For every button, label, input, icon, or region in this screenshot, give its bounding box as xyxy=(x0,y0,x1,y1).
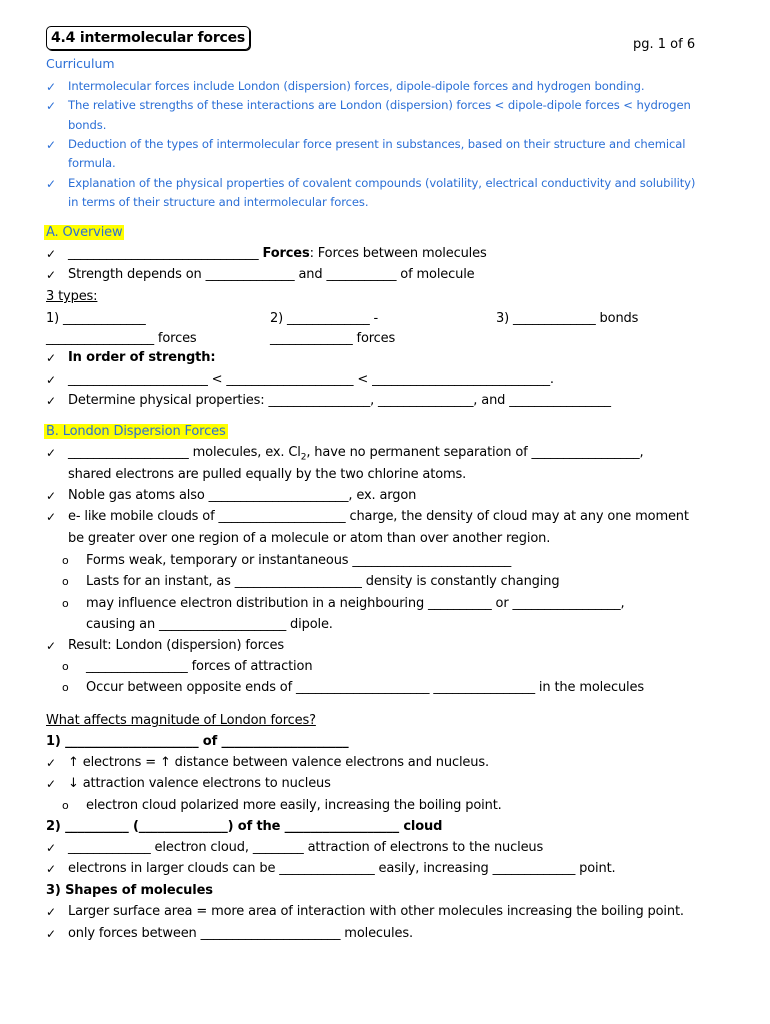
factor-1-c: electron cloud polarized more easily, increasing the boiling point. xyxy=(86,798,502,813)
check-icon: ✓ xyxy=(46,268,57,282)
order-line: ______________________ < ____________________ < ____________________________. xyxy=(68,372,554,387)
curriculum-line: Deduction of the types of intermolecular force present in substances, based on their structure and chemical xyxy=(68,137,686,151)
check-icon: ✓ xyxy=(46,99,57,113)
check-icon: ✓ xyxy=(46,138,57,152)
check-icon: ✓ xyxy=(46,862,57,876)
factor-1-a: ↑ electrons = ↑ distance between valence electrons and nucleus. xyxy=(68,755,489,770)
factor-3-a: Larger surface area = more area of interaction with other molecules increasing the boiling point. xyxy=(68,904,684,919)
factor-2-b: electrons in larger clouds can be _______________ easily, increasing _____________ point. xyxy=(68,861,616,876)
section-a-heading: A. Overview xyxy=(46,225,123,240)
section-b-heading: B. London Dispersion Forces xyxy=(46,424,226,439)
type-3: 3) _____________ bonds xyxy=(496,311,639,326)
check-icon: ✓ xyxy=(46,841,57,855)
bullet-circle-icon: o xyxy=(62,554,69,567)
curriculum-line: Intermolecular forces include London (dispersion) forces, dipole-dipole forces and hydrogen bonding. xyxy=(68,79,645,93)
curriculum-heading: Curriculum xyxy=(46,56,115,71)
check-icon: ✓ xyxy=(46,394,57,408)
type-2-forces: _____________ forces xyxy=(270,331,396,346)
electron-cloud-line-2: be greater over one region of a molecule or atom than over another region. xyxy=(68,531,551,546)
curriculum-line: Explanation of the physical properties of covalent compounds (volatility, electrical conductivity and solubility) xyxy=(68,176,696,190)
curriculum-line: in terms of their structure and intermolecular forces. xyxy=(68,195,369,209)
factor-1-b: ↓ attraction valence electrons to nucleus xyxy=(68,776,331,791)
bullet-circle-icon: o xyxy=(62,681,69,694)
check-icon: ✓ xyxy=(46,756,57,770)
shared-electrons-line: shared electrons are pulled equally by the two chlorine atoms. xyxy=(68,467,467,482)
noble-gas-line: Noble gas atoms also ______________________, ex. argon xyxy=(68,488,417,503)
sub-point: may influence electron distribution in a neighbouring __________ or _________________, xyxy=(86,596,625,611)
page-number: pg. 1 of 6 xyxy=(633,37,696,52)
sub-point: Lasts for an instant, as ____________________ density is constantly changing xyxy=(86,574,560,589)
determine-line: Determine physical properties: ________________, _______________, and ________________ xyxy=(68,393,611,408)
bullet-circle-icon: o xyxy=(62,597,69,610)
sub-point: Forms weak, temporary or instantaneous _________________________ xyxy=(86,553,512,568)
order-label: In order of strength: xyxy=(68,350,216,365)
sub-point: ________________ forces of attraction xyxy=(86,659,313,674)
bullet-circle-icon: o xyxy=(62,660,69,673)
electron-cloud-line: e- like mobile clouds of ____________________ charge, the density of cloud may at any one moment xyxy=(68,509,689,524)
sub-point-continued: causing an ____________________ dipole. xyxy=(86,617,333,632)
factor-2-a: _____________ electron cloud, ________ attraction of electrons to the nucleus xyxy=(68,840,544,855)
check-icon: ✓ xyxy=(46,80,57,94)
check-icon: ✓ xyxy=(46,510,57,524)
type-1-forces: _________________ forces xyxy=(46,331,197,346)
check-icon: ✓ xyxy=(46,446,57,460)
type-2: 2) _____________ - xyxy=(270,311,379,326)
factor-3-b: only forces between ______________________ molecules. xyxy=(68,926,413,941)
factor-2: 2) __________ (______________) of the __________________ cloud xyxy=(46,819,443,834)
nonpolar-line: ___________________ molecules, ex. $Cl_2$, have no permanent separation of _________________, xyxy=(68,445,644,463)
check-icon: ✓ xyxy=(46,247,57,261)
magnitude-heading: What affects magnitude of London forces? xyxy=(46,713,316,728)
bullet-circle-icon: o xyxy=(62,799,69,812)
result-line: Result: London (dispersion) forces xyxy=(68,638,284,653)
check-icon: ✓ xyxy=(46,639,57,653)
strength-line: Strength depends on ______________ and ___________ of molecule xyxy=(68,267,475,282)
check-icon: ✓ xyxy=(46,489,57,503)
forces-definition: ______________________________ Forces: Forces between molecules xyxy=(68,246,487,261)
curriculum-line: The relative strengths of these interactions are London (dispersion) forces < dipole-dipole forces < hydrogen xyxy=(68,98,691,112)
check-icon: ✓ xyxy=(46,927,57,941)
check-icon: ✓ xyxy=(46,177,57,191)
curriculum-line: bonds. xyxy=(68,118,107,132)
check-icon: ✓ xyxy=(46,905,57,919)
factor-1: 1) _____________________ of ____________________ xyxy=(46,734,349,749)
bullet-circle-icon: o xyxy=(62,575,69,588)
sub-point: Occur between opposite ends of _____________________ ________________ in the molecules xyxy=(86,680,644,695)
type-1: 1) _____________ xyxy=(46,311,146,326)
types-label: 3 types: xyxy=(46,289,98,304)
check-icon: ✓ xyxy=(46,351,57,365)
check-icon: ✓ xyxy=(46,777,57,791)
factor-3: 3) Shapes of molecules xyxy=(46,883,213,898)
check-icon: ✓ xyxy=(46,373,57,387)
page-title: 4.4 intermolecular forces xyxy=(46,26,250,50)
curriculum-line: formula. xyxy=(68,156,116,170)
